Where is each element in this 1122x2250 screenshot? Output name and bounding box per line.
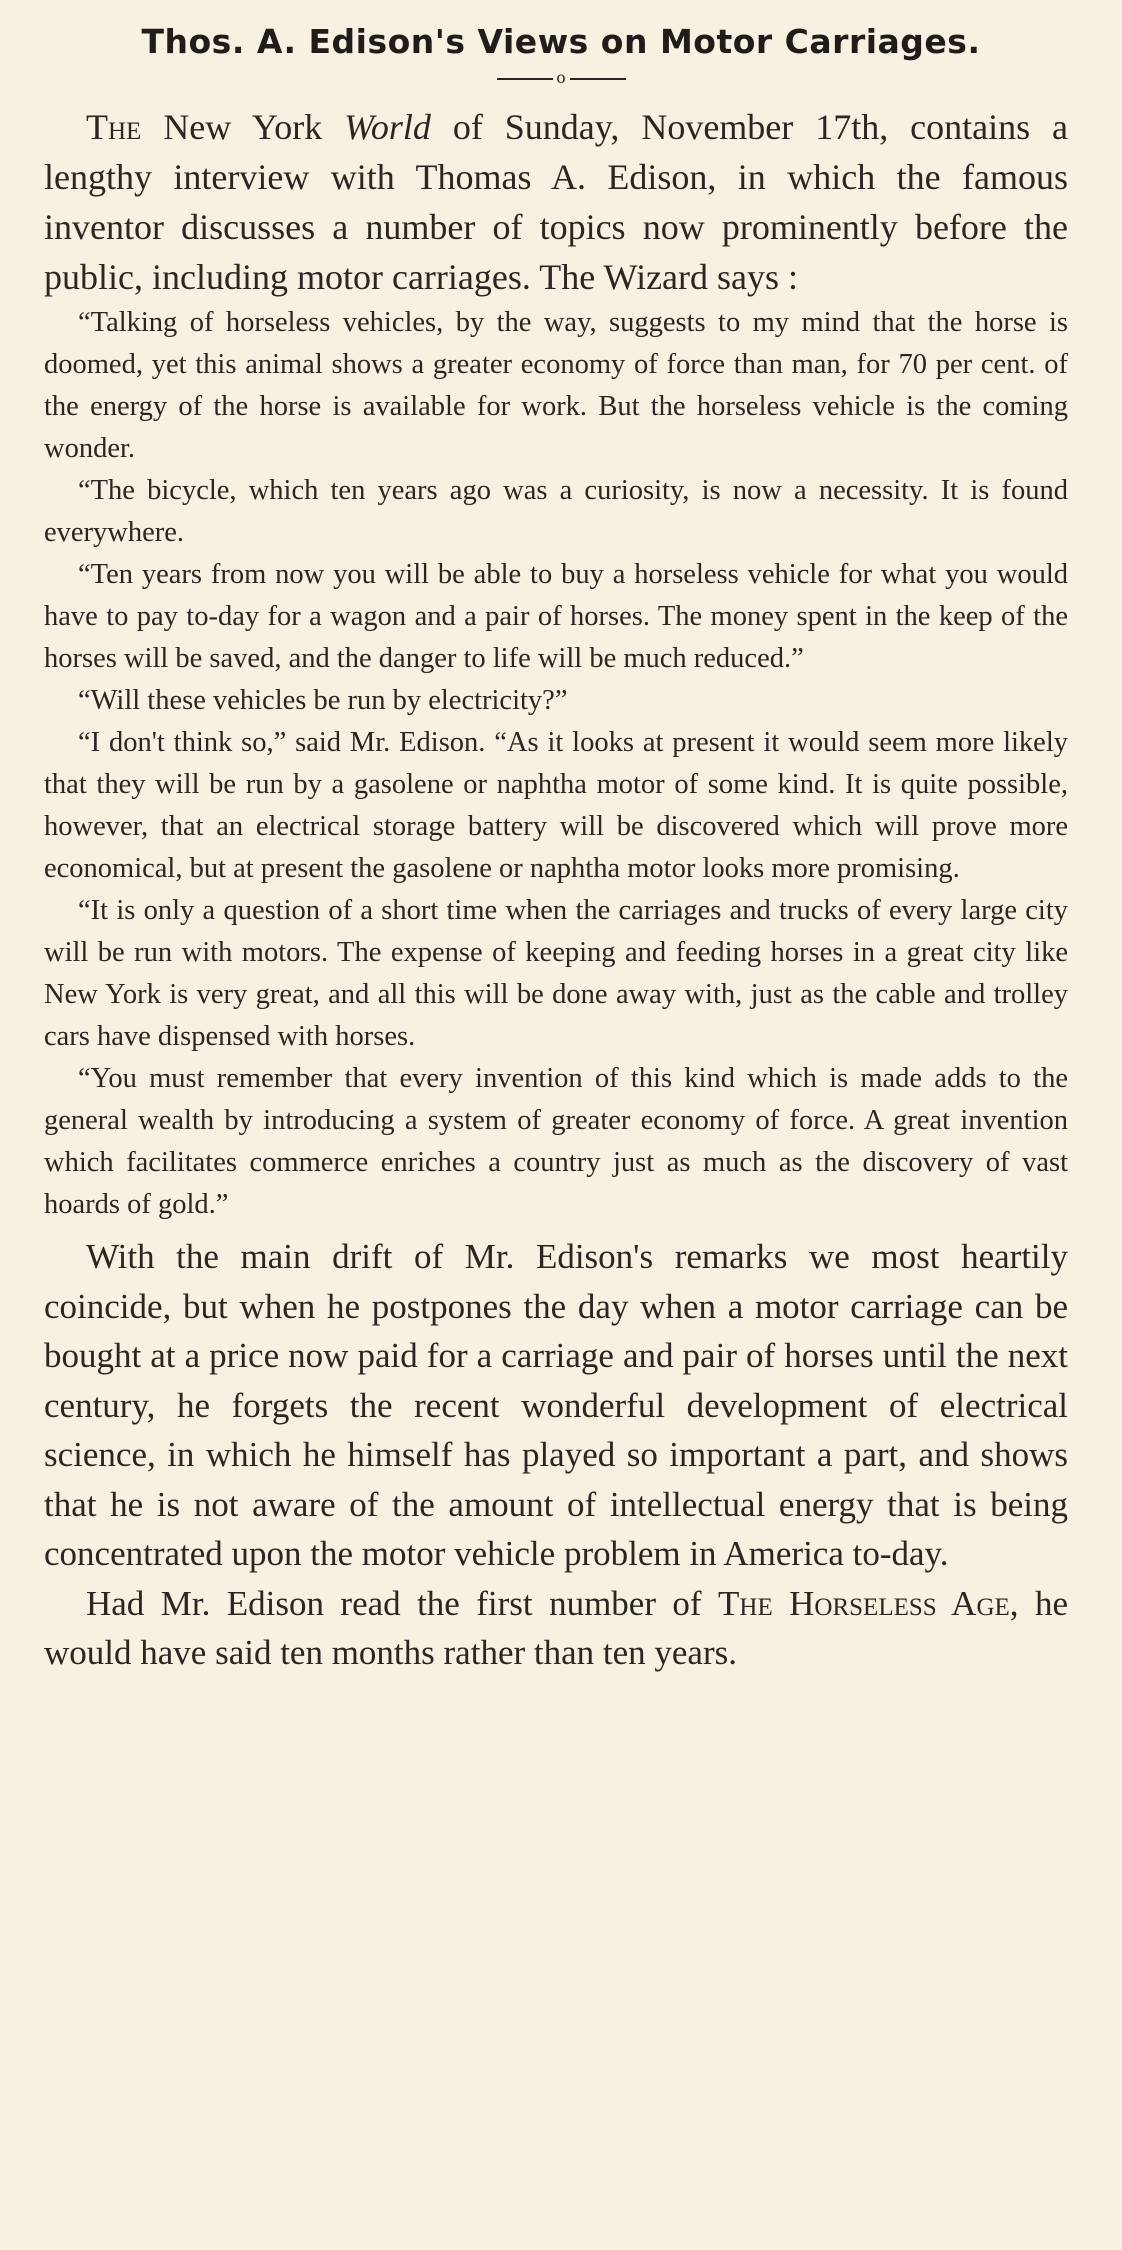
publication-name: World [344,107,431,147]
title-divider [44,66,1078,88]
closing-paragraph-1: With the main drift of Mr. Edison's remarks we most heartily coincide, but when he postpones the day when a motor carriage can be bought at a price now paid for a carriage and pair of horses until the next century, he forgets the recent wonderful development of electrical science, in which he himself has played so important a part, and shows that he is not aware of the amount of intellectual energy that is being concentrated upon the motor vehicle problem in America to-day. [44,1237,1068,1573]
divider-rule-left [497,78,553,80]
quote-paragraph-3: “Ten years from now you will be able to buy a horseless vehicle for what you would have to pay to-day for a wagon and a pair of horses. The money spent in the keep of the horses will be saved, and the danger to life will be much reduced.” [44,559,1068,674]
closing-p2-end: he would have said ten months rather than ten years. [44,1583,1069,1672]
quote-paragraph-2: “The bicycle, which ten years ago was a curiosity, is now a necessity. It is found everywhere. [44,475,1068,548]
closing-paragraph-2 [44,1579,1068,1678]
article-title: Thos. A. Edison's Views on Motor Carriages. [141,22,981,61]
quote-paragraph-4: “Will these vehicles be run by electricity?” [78,685,568,716]
quote-paragraph-6: “It is only a question of a short time when the carriages and trucks of every large city will be run with motors. The expense of keeping and feeding horses in a great city like New York is very great, and all this will be done away with, just as the cable and trolley cars have dispensed with horses. [44,895,1068,1052]
journal-name: The Horseless Age, [718,1583,1019,1623]
divider-rule-right [570,78,626,80]
quote-paragraph-7: “You must remember that every invention of this kind which is made adds to the general wealth by introducing a system of greater economy of force. A great invention which facilitates commerce enriches a country just as much as the discovery of vast hoards of gold.” [44,1063,1068,1220]
publication-city: New York [163,107,323,147]
intro-text: of Sunday, November 17th, contains a lengthy interview with Thomas A. Edison, in which the famous inventor discusses a number of topics now prominently before the public, including motor carriages. The Wizard says : [44,107,1069,297]
divider-mark: o [556,67,566,87]
closing-p2-start: Had Mr. Edison read the first number of [86,1583,702,1623]
intro-paragraph [44,102,1068,302]
quote-paragraph-5: “I don't think so,” said Mr. Edison. “As it looks at present it would seem more likely that they will be run by a gasolene or naphtha motor of some kind. It is quite possible, however, that an electrical storage battery will be discovered which will prove more economical, but at present the gasolene or naphtha motor looks more promising. [44,727,1068,884]
intro-lead-word: The [86,107,142,147]
quote-paragraph-1: “Talking of horseless vehicles, by the way, suggests to my mind that the horse is doomed, yet this animal shows a greater economy of force than man, for 70 per cent. of the energy of the horse is available for work. But the horseless vehicle is the coming wonder. [44,307,1068,464]
